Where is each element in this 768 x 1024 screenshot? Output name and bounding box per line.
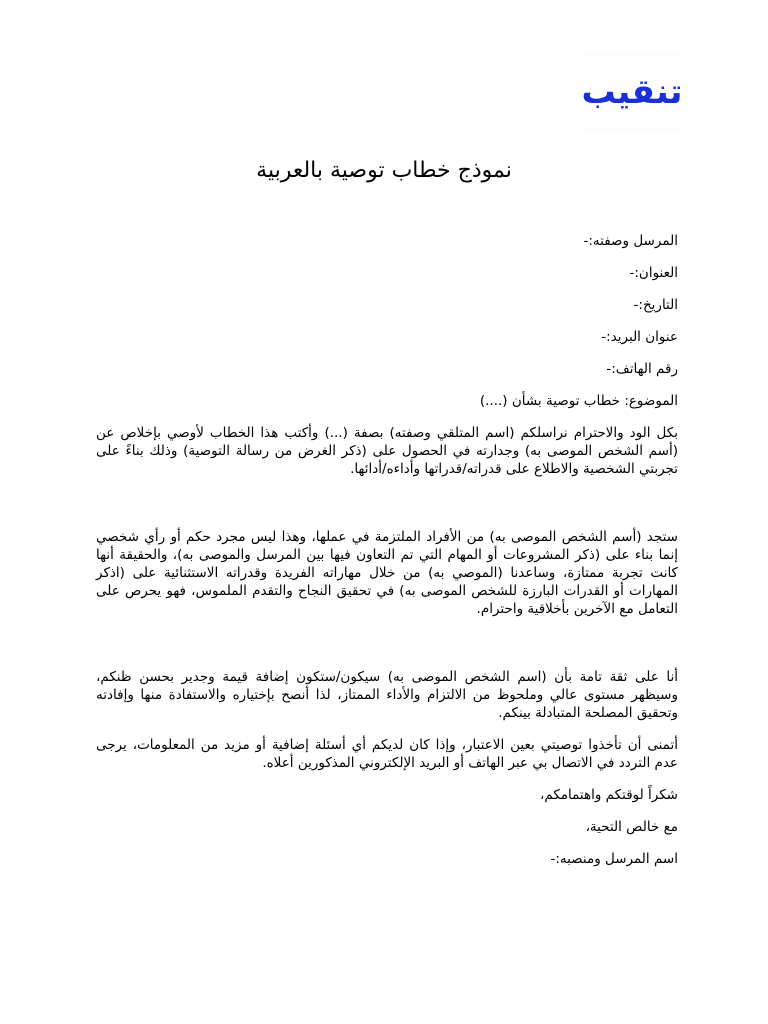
field-email: عنوان البريد:-	[601, 329, 678, 345]
field-date: التاريخ:-	[633, 297, 678, 313]
paragraph-qualities: ستجد (أسم الشخص الموصى به) من الأفراد الملتزمة في عملها، وهذا ليس مجرد حكم أو رأي شخصي إنما بناء على (ذكر المشروعات أو المهام التي تم التعاون فيها بين المرسل والموصى به)، والحقيقة أنها كانت تجربة ممتازة، وساعدنا (الموصي به) من خلال مهاراته الفريدة وقدراته الاستثنائية على (اذكر المهارات أو القدرات البارزة للشخص الموصى به) في تحقيق النجاح والتقدم الملموس، فهو يحرص على التعامل مع الآخرين بأخلاقية واحترام.	[96, 529, 678, 617]
paragraph-request: أتمنى أن تأخذوا توصيتي بعين الاعتبار، وإذا كان لديكم أي أسئلة إضافية أو مزيد من المعلومات، يرجى عدم التردد في الاتصال بي عبر الهاتف أو البريد الإلكتروني المذكورين أعلاه.	[96, 737, 678, 771]
paragraph-confidence: أنا على ثقة تامة بأن (اسم الشخص الموصى به) سيكون/ستكون إضافة قيمة وجدير بحسن ظنكم، وسيظهر مستوى عالي وملحوظ من الالتزام والأداء الممتاز، لذا أنصح بإختياره والاستفادة منها وإفادته وتحقيق المصلحة المتبادلة بينكم.	[96, 669, 678, 721]
paragraph-intro: بكل الود والاحترام نراسلكم (اسم المتلقي وصفته) بصفة (...) وأكتب هذا الخطاب لأوصي بإخلاص عن (أسم الشخص الموصى به) وجدارته في الحصول على (ذكر الغرض من رسالة التوصية) وذلك بناءً على تجربتي الشخصية والاطلاع على قدراته/قدراتها وأداءه/أدائها.	[96, 425, 678, 477]
closing-regards: مع خالص التحية،	[585, 819, 678, 835]
logo-text: تنقيب	[581, 72, 683, 112]
closing-thanks: شكراً لوقتكم واهتمامكم،	[539, 787, 678, 803]
field-phone: رقم الهاتف:-	[606, 361, 678, 377]
closing-signature: اسم المرسل ومنصبه:-	[550, 851, 678, 867]
letter-body	[96, 232, 678, 882]
logo	[583, 52, 681, 132]
document-title: نموذج خطاب توصية بالعربية	[256, 158, 512, 183]
field-subject: الموضوع: خطاب توصية بشأن (....)	[479, 393, 678, 409]
field-address: العنوان:-	[629, 265, 678, 281]
field-sender: المرسل وصفته:-	[583, 233, 678, 249]
